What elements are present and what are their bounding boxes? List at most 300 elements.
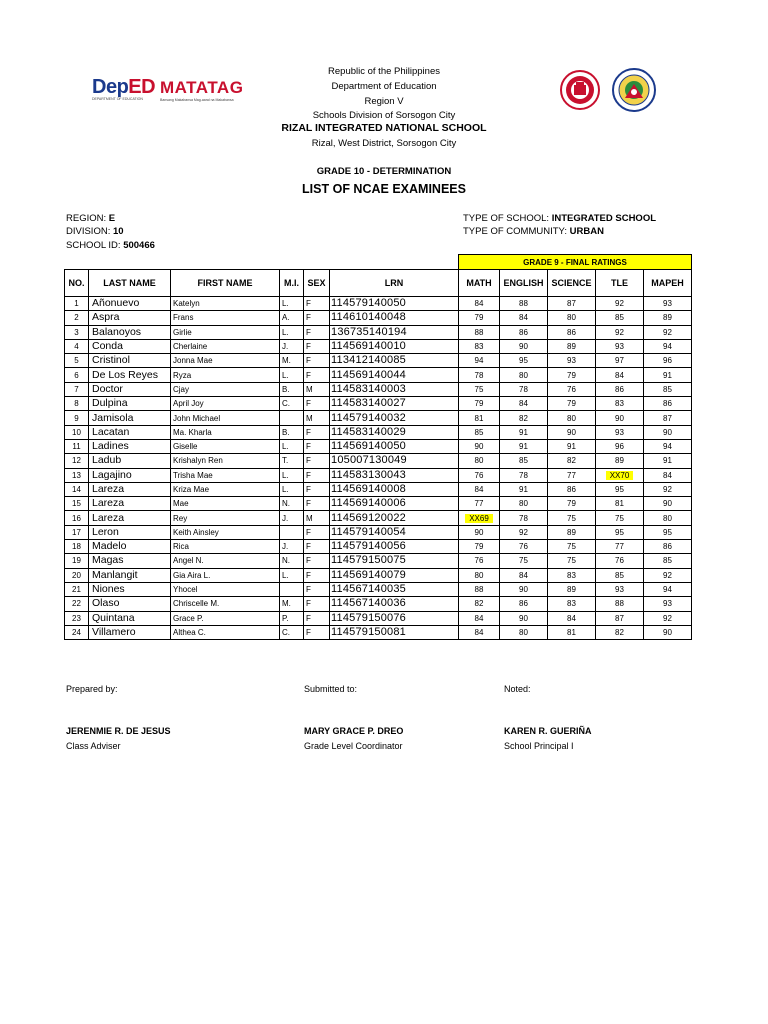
english-grade: 80 xyxy=(500,625,548,639)
mapeh-grade: 92 xyxy=(644,325,692,339)
science-grade: 79 xyxy=(548,497,596,511)
mapeh-grade: 86 xyxy=(644,397,692,411)
sex-cell: F xyxy=(304,468,330,482)
first-name-cell: Trisha Mae xyxy=(171,468,280,482)
mi-cell: M. xyxy=(280,354,304,368)
science-grade: 82 xyxy=(548,454,596,468)
division-info xyxy=(66,226,124,237)
lrn-cell: 136735140194 xyxy=(330,325,459,339)
english-grade: 86 xyxy=(500,325,548,339)
science-grade: 89 xyxy=(548,339,596,353)
division-label: DIVISION: xyxy=(66,226,111,237)
header-republic: Republic of the Philippines xyxy=(328,66,440,77)
school-type-label: TYPE OF SCHOOL: xyxy=(463,213,550,224)
prepared-name: JERENMIE R. DE JESUS xyxy=(66,726,171,736)
english-grade: 78 xyxy=(500,382,548,396)
last-name-cell: Niones xyxy=(89,582,171,596)
tle-grade: 82 xyxy=(596,625,644,639)
tle-grade: 93 xyxy=(596,339,644,353)
last-name-cell: De Los Reyes xyxy=(89,368,171,382)
science-grade: 75 xyxy=(548,511,596,525)
examinees-table xyxy=(64,254,692,640)
science-grade: 89 xyxy=(548,582,596,596)
last-name-cell: Manlangit xyxy=(89,568,171,582)
table-row xyxy=(65,582,692,596)
math-grade: 84 xyxy=(459,611,500,625)
noted-role: School Principal I xyxy=(504,741,574,751)
table-row xyxy=(65,297,692,311)
english-grade: 88 xyxy=(500,297,548,311)
last-name-cell: Olaso xyxy=(89,597,171,611)
math-grade: 90 xyxy=(459,525,500,539)
mi-cell: M. xyxy=(280,597,304,611)
math-grade: 79 xyxy=(459,311,500,325)
tle-grade: 92 xyxy=(596,297,644,311)
sex-cell: F xyxy=(304,454,330,468)
submitted-label: Submitted to: xyxy=(304,684,358,694)
english-grade: 91 xyxy=(500,425,548,439)
mi-cell: C. xyxy=(280,625,304,639)
science-grade: 87 xyxy=(548,297,596,311)
mapeh-grade: 93 xyxy=(644,597,692,611)
mi-cell: T. xyxy=(280,454,304,468)
lrn-cell: 114567140035 xyxy=(330,582,459,596)
sex-cell: F xyxy=(304,439,330,453)
col-no-header: NO. xyxy=(65,270,89,297)
lrn-cell: 114579140050 xyxy=(330,297,459,311)
row-number: 21 xyxy=(65,582,89,596)
science-grade: 86 xyxy=(548,325,596,339)
mi-cell: L. xyxy=(280,368,304,382)
ratings-title: GRADE 9 - FINAL RATINGS xyxy=(459,255,692,270)
last-name-cell: Madelo xyxy=(89,540,171,554)
mapeh-grade: 89 xyxy=(644,311,692,325)
table-row xyxy=(65,468,692,482)
col-mapeh-header: MAPEH xyxy=(644,270,692,297)
col-first-name-header: FIRST NAME xyxy=(171,270,280,297)
row-number: 8 xyxy=(65,397,89,411)
deped-logo-ed: ED xyxy=(128,76,156,98)
header-department: Department of Education xyxy=(331,81,437,92)
english-grade: 86 xyxy=(500,597,548,611)
lrn-cell: 105007130049 xyxy=(330,454,459,468)
math-grade: 84 xyxy=(459,482,500,496)
highlighted-grade: XX69 xyxy=(465,514,493,523)
lrn-cell: 114579150075 xyxy=(330,554,459,568)
mi-cell: B. xyxy=(280,425,304,439)
sex-cell: F xyxy=(304,540,330,554)
math-grade: 76 xyxy=(459,554,500,568)
table-row xyxy=(65,411,692,425)
row-number: 15 xyxy=(65,497,89,511)
row-number: 23 xyxy=(65,611,89,625)
mapeh-grade: 85 xyxy=(644,554,692,568)
region-label: REGION: xyxy=(66,213,107,224)
sex-cell: F xyxy=(304,554,330,568)
row-number: 7 xyxy=(65,382,89,396)
first-name-cell: Angel N. xyxy=(171,554,280,568)
highlighted-grade: XX70 xyxy=(606,471,634,480)
col-math-header: MATH xyxy=(459,270,500,297)
last-name-cell: Lagajino xyxy=(89,468,171,482)
mapeh-grade: 87 xyxy=(644,411,692,425)
row-number: 12 xyxy=(65,454,89,468)
ratings-spacer xyxy=(65,255,459,270)
submitted-role: Grade Level Coordinator xyxy=(304,741,403,751)
header-region: Region V xyxy=(364,96,404,107)
math-grade: 82 xyxy=(459,597,500,611)
tle-grade: 89 xyxy=(596,454,644,468)
sex-cell: F xyxy=(304,325,330,339)
mapeh-grade: 80 xyxy=(644,511,692,525)
tle-grade: 84 xyxy=(596,368,644,382)
mi-cell: A. xyxy=(280,311,304,325)
math-grade: 85 xyxy=(459,425,500,439)
row-number: 10 xyxy=(65,425,89,439)
lrn-cell: 114567140036 xyxy=(330,597,459,611)
noted-name: KAREN R. GUERIÑA xyxy=(504,726,592,736)
first-name-cell: Chriscelle M. xyxy=(171,597,280,611)
lrn-cell: 114583140027 xyxy=(330,397,459,411)
row-number: 1 xyxy=(65,297,89,311)
english-grade: 85 xyxy=(500,454,548,468)
region-info xyxy=(66,213,115,224)
row-number: 20 xyxy=(65,568,89,582)
col-lrn-header: LRN xyxy=(330,270,459,297)
science-grade: 76 xyxy=(548,382,596,396)
lrn-cell: 114579150081 xyxy=(330,625,459,639)
header-division: Schools Division of Sorsogon City xyxy=(312,110,456,121)
mi-cell: J. xyxy=(280,540,304,554)
mapeh-grade: 90 xyxy=(644,625,692,639)
sex-cell: M xyxy=(304,382,330,396)
first-name-cell: Frans xyxy=(171,311,280,325)
english-grade: 75 xyxy=(500,554,548,568)
sex-cell: F xyxy=(304,597,330,611)
prepared-label: Prepared by: xyxy=(66,684,118,694)
table-row xyxy=(65,511,692,525)
table-row xyxy=(65,368,692,382)
tle-grade: 88 xyxy=(596,597,644,611)
mapeh-grade: 94 xyxy=(644,582,692,596)
first-name-cell: Keith Ainsley xyxy=(171,525,280,539)
english-grade: 82 xyxy=(500,411,548,425)
science-grade: 81 xyxy=(548,625,596,639)
last-name-cell: Magas xyxy=(89,554,171,568)
math-grade: 88 xyxy=(459,325,500,339)
row-number: 17 xyxy=(65,525,89,539)
science-grade: 80 xyxy=(548,411,596,425)
last-name-cell: Aspra xyxy=(89,311,171,325)
mapeh-grade: 85 xyxy=(644,382,692,396)
tle-grade: 85 xyxy=(596,568,644,582)
table-row xyxy=(65,354,692,368)
english-grade: 92 xyxy=(500,525,548,539)
sex-cell: F xyxy=(304,311,330,325)
tle-grade: 90 xyxy=(596,411,644,425)
last-name-cell: Dulpina xyxy=(89,397,171,411)
math-grade: 75 xyxy=(459,382,500,396)
row-number: 5 xyxy=(65,354,89,368)
mi-cell: P. xyxy=(280,611,304,625)
math-grade: 79 xyxy=(459,540,500,554)
mi-cell: C. xyxy=(280,397,304,411)
tle-grade: 87 xyxy=(596,611,644,625)
sex-cell: M xyxy=(304,411,330,425)
science-grade: 84 xyxy=(548,611,596,625)
science-grade: 93 xyxy=(548,354,596,368)
last-name-cell: Balanoyos xyxy=(89,325,171,339)
last-name-cell: Jamisola xyxy=(89,411,171,425)
col-english-header: ENGLISH xyxy=(500,270,548,297)
tle-grade: 95 xyxy=(596,525,644,539)
first-name-cell: Althea C. xyxy=(171,625,280,639)
math-grade: 80 xyxy=(459,568,500,582)
last-name-cell: Cristinol xyxy=(89,354,171,368)
math-grade: 80 xyxy=(459,454,500,468)
sex-cell: F xyxy=(304,482,330,496)
mapeh-grade: 92 xyxy=(644,568,692,582)
mi-cell: L. xyxy=(280,325,304,339)
table-row xyxy=(65,454,692,468)
mi-cell: N. xyxy=(280,497,304,511)
tle-grade: 93 xyxy=(596,582,644,596)
english-grade: 84 xyxy=(500,397,548,411)
last-name-cell: Villamero xyxy=(89,625,171,639)
science-grade: 83 xyxy=(548,568,596,582)
community-value: URBAN xyxy=(569,226,604,237)
last-name-cell: Leron xyxy=(89,525,171,539)
sex-cell: F xyxy=(304,611,330,625)
math-grade: 77 xyxy=(459,497,500,511)
mi-cell: J. xyxy=(280,511,304,525)
table-row xyxy=(65,554,692,568)
math-grade: 83 xyxy=(459,339,500,353)
community-info xyxy=(463,226,604,237)
lrn-cell: 114579150076 xyxy=(330,611,459,625)
table-row xyxy=(65,625,692,639)
table-row xyxy=(65,482,692,496)
tle-grade: 76 xyxy=(596,554,644,568)
deped-logo-sub: DEPARTMENT OF EDUCATION xyxy=(92,97,143,101)
english-grade: 80 xyxy=(500,497,548,511)
last-name-cell: Doctor xyxy=(89,382,171,396)
first-name-cell: Cjay xyxy=(171,382,280,396)
school-id-label: SCHOOL ID: xyxy=(66,240,121,251)
school-name: RIZAL INTEGRATED NATIONAL SCHOOL xyxy=(281,122,487,134)
row-number: 24 xyxy=(65,625,89,639)
science-grade: 90 xyxy=(548,425,596,439)
science-grade: 75 xyxy=(548,554,596,568)
first-name-cell: John Michael xyxy=(171,411,280,425)
first-name-cell: Katelyn xyxy=(171,297,280,311)
column-header-row xyxy=(65,270,692,297)
mapeh-grade: 86 xyxy=(644,540,692,554)
table-row xyxy=(65,425,692,439)
community-label: TYPE OF COMMUNITY: xyxy=(463,226,567,237)
mapeh-grade: 93 xyxy=(644,297,692,311)
english-grade: 84 xyxy=(500,568,548,582)
row-number: 18 xyxy=(65,540,89,554)
english-grade: 90 xyxy=(500,611,548,625)
last-name-cell: Lareza xyxy=(89,497,171,511)
math-grade: 90 xyxy=(459,439,500,453)
tle-grade: 92 xyxy=(596,325,644,339)
lrn-cell: 114569140008 xyxy=(330,482,459,496)
lrn-cell: 114569140044 xyxy=(330,368,459,382)
tle-grade: 85 xyxy=(596,311,644,325)
mapeh-grade: 92 xyxy=(644,482,692,496)
tle-grade: 86 xyxy=(596,382,644,396)
lrn-cell: 114579140032 xyxy=(330,411,459,425)
first-name-cell: Rey xyxy=(171,511,280,525)
mi-cell: L. xyxy=(280,568,304,582)
mapeh-grade: 90 xyxy=(644,425,692,439)
noted-label: Noted: xyxy=(504,684,531,694)
first-name-cell: Krishalyn Ren xyxy=(171,454,280,468)
science-grade: 86 xyxy=(548,482,596,496)
mi-cell: L. xyxy=(280,439,304,453)
tle-grade: 75 xyxy=(596,511,644,525)
lrn-cell: 114579140056 xyxy=(330,540,459,554)
science-grade: 83 xyxy=(548,597,596,611)
col-sex-header: SEX xyxy=(304,270,330,297)
mapeh-grade: 91 xyxy=(644,368,692,382)
table-row xyxy=(65,382,692,396)
row-number: 19 xyxy=(65,554,89,568)
table-row xyxy=(65,339,692,353)
science-grade: 79 xyxy=(548,368,596,382)
lrn-cell: 114569140050 xyxy=(330,439,459,453)
last-name-cell: Lacatan xyxy=(89,425,171,439)
sex-cell: F xyxy=(304,582,330,596)
lrn-cell: 114569140079 xyxy=(330,568,459,582)
tle-grade: 93 xyxy=(596,425,644,439)
lrn-cell: 114569140006 xyxy=(330,497,459,511)
table-row xyxy=(65,397,692,411)
math-grade: 94 xyxy=(459,354,500,368)
row-number: 13 xyxy=(65,468,89,482)
mapeh-grade: 91 xyxy=(644,454,692,468)
science-grade: 89 xyxy=(548,525,596,539)
mapeh-grade: 92 xyxy=(644,611,692,625)
row-number: 14 xyxy=(65,482,89,496)
sex-cell: F xyxy=(304,297,330,311)
mapeh-grade: 90 xyxy=(644,497,692,511)
tle-grade: 97 xyxy=(596,354,644,368)
sex-cell: F xyxy=(304,397,330,411)
sex-cell: F xyxy=(304,568,330,582)
lrn-cell: 114579140054 xyxy=(330,525,459,539)
col-mi-header: M.I. xyxy=(280,270,304,297)
matatag-logo-text: MATATAG xyxy=(160,78,244,97)
mi-cell xyxy=(280,411,304,425)
math-grade: 88 xyxy=(459,582,500,596)
tle-grade: 83 xyxy=(596,397,644,411)
tle-grade: 77 xyxy=(596,540,644,554)
mi-cell: L. xyxy=(280,468,304,482)
last-name-cell: Lareza xyxy=(89,511,171,525)
prepared-role: Class Adviser xyxy=(66,741,121,751)
row-number: 6 xyxy=(65,368,89,382)
matatag-logo-sub: Bansang Makabansa Mag-aaral na Makabansa xyxy=(160,98,234,102)
math-grade: 79 xyxy=(459,397,500,411)
mapeh-grade: 94 xyxy=(644,439,692,453)
first-name-cell: Girlie xyxy=(171,325,280,339)
english-grade: 95 xyxy=(500,354,548,368)
first-name-cell: Jonna Mae xyxy=(171,354,280,368)
first-name-cell: Grace P. xyxy=(171,611,280,625)
row-number: 11 xyxy=(65,439,89,453)
sex-cell: F xyxy=(304,497,330,511)
mapeh-grade: 84 xyxy=(644,468,692,482)
table-row xyxy=(65,540,692,554)
school-type-value: INTEGRATED SCHOOL xyxy=(551,213,657,224)
mi-cell xyxy=(280,525,304,539)
school-id-value: 500466 xyxy=(123,240,155,251)
tle-grade xyxy=(596,468,644,482)
school-address: Rizal, West District, Sorsogon City xyxy=(311,138,457,149)
last-name-cell: Ladines xyxy=(89,439,171,453)
first-name-cell: Ryza xyxy=(171,368,280,382)
mi-cell: J. xyxy=(280,339,304,353)
region-value: E xyxy=(108,213,116,224)
school-id-info xyxy=(66,240,155,251)
lrn-cell: 114610140048 xyxy=(330,311,459,325)
sex-cell: F xyxy=(304,525,330,539)
english-grade: 90 xyxy=(500,339,548,353)
page-title: LIST OF NCAE EXAMINEES xyxy=(302,182,466,196)
last-name-cell: Añonuevo xyxy=(89,297,171,311)
tle-grade: 96 xyxy=(596,439,644,453)
science-grade: 75 xyxy=(548,540,596,554)
table-row xyxy=(65,311,692,325)
deped-logo-dep: Dep xyxy=(92,76,129,98)
row-number: 9 xyxy=(65,411,89,425)
table-row xyxy=(65,611,692,625)
last-name-cell: Lareza xyxy=(89,482,171,496)
first-name-cell: Ma. Kharla xyxy=(171,425,280,439)
math-grade: 84 xyxy=(459,297,500,311)
english-grade: 78 xyxy=(500,468,548,482)
mi-cell xyxy=(280,582,304,596)
lrn-cell: 113412140085 xyxy=(330,354,459,368)
sex-cell: F xyxy=(304,354,330,368)
row-number: 22 xyxy=(65,597,89,611)
last-name-cell: Quintana xyxy=(89,611,171,625)
math-grade: 81 xyxy=(459,411,500,425)
science-grade: 80 xyxy=(548,311,596,325)
math-grade: 84 xyxy=(459,625,500,639)
row-number: 4 xyxy=(65,339,89,353)
first-name-cell: Rica xyxy=(171,540,280,554)
sex-cell: F xyxy=(304,339,330,353)
math-grade xyxy=(459,511,500,525)
lrn-cell: 114569120022 xyxy=(330,511,459,525)
mi-cell: L. xyxy=(280,297,304,311)
mi-cell: B. xyxy=(280,382,304,396)
table-row xyxy=(65,525,692,539)
first-name-cell: Kriza Mae xyxy=(171,482,280,496)
mapeh-grade: 96 xyxy=(644,354,692,368)
sex-cell: M xyxy=(304,511,330,525)
school-type-info xyxy=(463,213,656,224)
math-grade: 76 xyxy=(459,468,500,482)
first-name-cell: Cherlaine xyxy=(171,339,280,353)
table-row xyxy=(65,597,692,611)
lrn-cell: 114583140029 xyxy=(330,425,459,439)
science-grade: 79 xyxy=(548,397,596,411)
